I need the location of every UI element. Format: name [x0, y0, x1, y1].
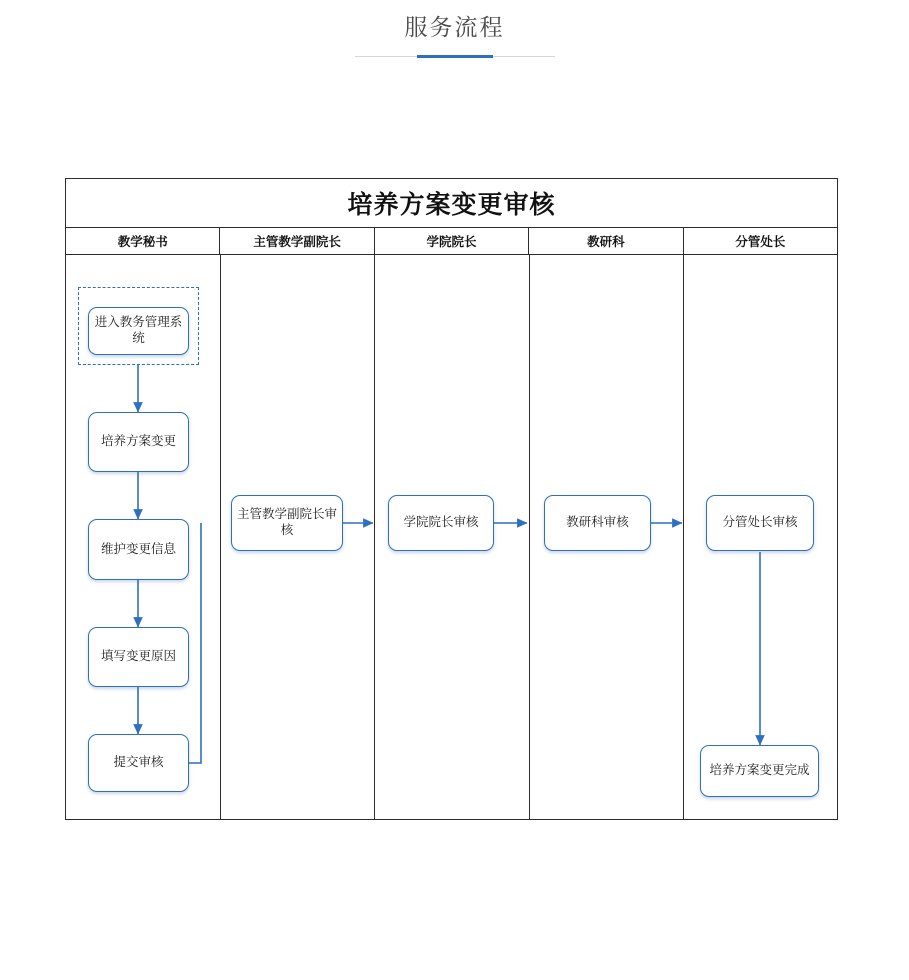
lane-header-row: [66, 228, 837, 255]
node-change-completed[interactable]: 培养方案变更完成: [700, 745, 819, 797]
lane-header-division-head: 分管处长: [735, 235, 786, 249]
node-submit-review[interactable]: 提交审核: [88, 734, 189, 792]
page-title: 服务流程: [404, 14, 505, 40]
diagram-title: 培养方案变更审核: [66, 179, 837, 228]
lane-body: [66, 255, 837, 820]
lane-divider-3: [529, 255, 530, 820]
node-maintain-change-info[interactable]: 维护变更信息: [88, 519, 189, 580]
lane-header-dean: 学院院长: [375, 228, 529, 254]
node-plan-change[interactable]: 培养方案变更: [88, 412, 189, 472]
swimlane-diagram: [65, 178, 838, 820]
lane-header-vice-dean: 主管教学副院长: [220, 228, 374, 254]
node-dean-review[interactable]: 学院院长审核: [388, 495, 494, 551]
node-division-head-review[interactable]: 分管处长审核: [706, 495, 814, 551]
node-fill-change-reason[interactable]: 填写变更原因: [88, 627, 189, 687]
node-research-office-review[interactable]: 教研科审核: [544, 495, 651, 551]
lane-header-teaching-secretary: 教学秘书: [66, 228, 220, 254]
lane-divider-4: [683, 255, 684, 820]
lane-header-research-office: 教研科: [529, 228, 683, 254]
node-enter-academic-system[interactable]: 进入教务管理系统: [88, 307, 189, 355]
page-header: [0, 12, 909, 57]
title-underline: [355, 56, 555, 57]
lane-divider-2: [374, 255, 375, 820]
node-vice-dean-review[interactable]: 主管教学副院长审核: [231, 495, 343, 551]
lane-divider-1: [220, 255, 221, 820]
